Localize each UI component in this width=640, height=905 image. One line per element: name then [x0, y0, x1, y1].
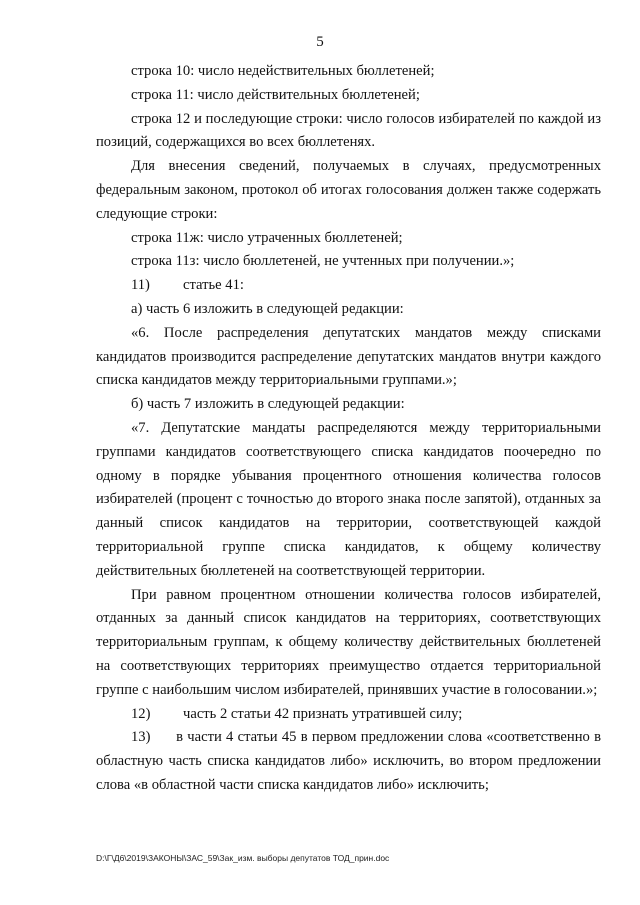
- paragraph-part-7-heading: б) часть 7 изложить в следующей редакции:: [131, 396, 405, 413]
- list-item-text: статье 41:: [183, 277, 244, 294]
- document-body: [96, 60, 601, 798]
- paragraph-line-12: строка 12 и последующие строки: число голосов избирателей по каждой из позиций, содержащихся во всех бюллетенях.: [96, 110, 601, 151]
- list-item-13: [96, 726, 601, 797]
- paragraph-line-11z: строка 11з: число бюллетеней, не учтенных при получении.»;: [131, 253, 515, 270]
- list-item-11: [96, 274, 601, 298]
- paragraph-equal-ratio: При равном процентном отношении количества голосов избирателей, отданных за данный список кандидатов на территориях, соответствующих территориальным группам, к общему количеству действительных бюллетеней на соответствующих территориях преимущество отдается территориальной группе с наибольшим числом избирателей, принявших участие в голосовании.»;: [96, 586, 601, 698]
- paragraph-line-10: строка 10: число недействительных бюллетеней;: [131, 63, 435, 79]
- list-item-text: часть 2 статьи 42 признать утратившей силу;: [183, 705, 463, 722]
- paragraph-line-11: строка 11: число действительных бюллетеней;: [131, 86, 420, 103]
- page-number: 5: [316, 34, 324, 50]
- file-path-footer: D:\Г\Д6\2019\ЗАКОНЫ\ЗАС_59\Зак_изм. выборы депутатов ТОД_прин.doc: [96, 853, 390, 863]
- list-item-12: [96, 703, 601, 727]
- paragraph-line-11zh: строка 11ж: число утраченных бюллетеней;: [131, 229, 403, 246]
- paragraph-additional-lines: Для внесения сведений, получаемых в случаях, предусмотренных федеральным законом, протокол об итогах голосования должен также содержать следующие строки:: [96, 158, 601, 222]
- paragraph-part-7-text: «7. Депутатские мандаты распределяются между территориальными группами кандидатов соответствующего списка кандидатов поочередно по одному в порядке убывания процентного отношения количества голосов избирателей (процент с точностью до второго знака после запятой), отданных за данный список кандидатов на территории, соответствующей каждой территориальной группе списка кандидатов, к общему количеству действительных бюллетеней на соответствующей территории.: [96, 419, 601, 579]
- paragraph-part-6-heading: а) часть 6 изложить в следующей редакции:: [131, 300, 404, 317]
- list-item-number: 13): [131, 729, 151, 746]
- list-item-number: 12): [131, 705, 151, 722]
- paragraph-part-6-text: «6. После распределения депутатских мандатов между списками кандидатов производится распределение депутатских мандатов внутри каждого списка кандидатов между территориальными группами.»;: [96, 324, 601, 389]
- list-item-number: 11): [131, 277, 150, 294]
- list-item-text: в части 4 статьи 45 в первом предложении слова «соответственно в областную часть списка кандидатов либо» исключить, во втором предложении слова «в областной части списка кандидатов либо» исключить;: [96, 729, 601, 793]
